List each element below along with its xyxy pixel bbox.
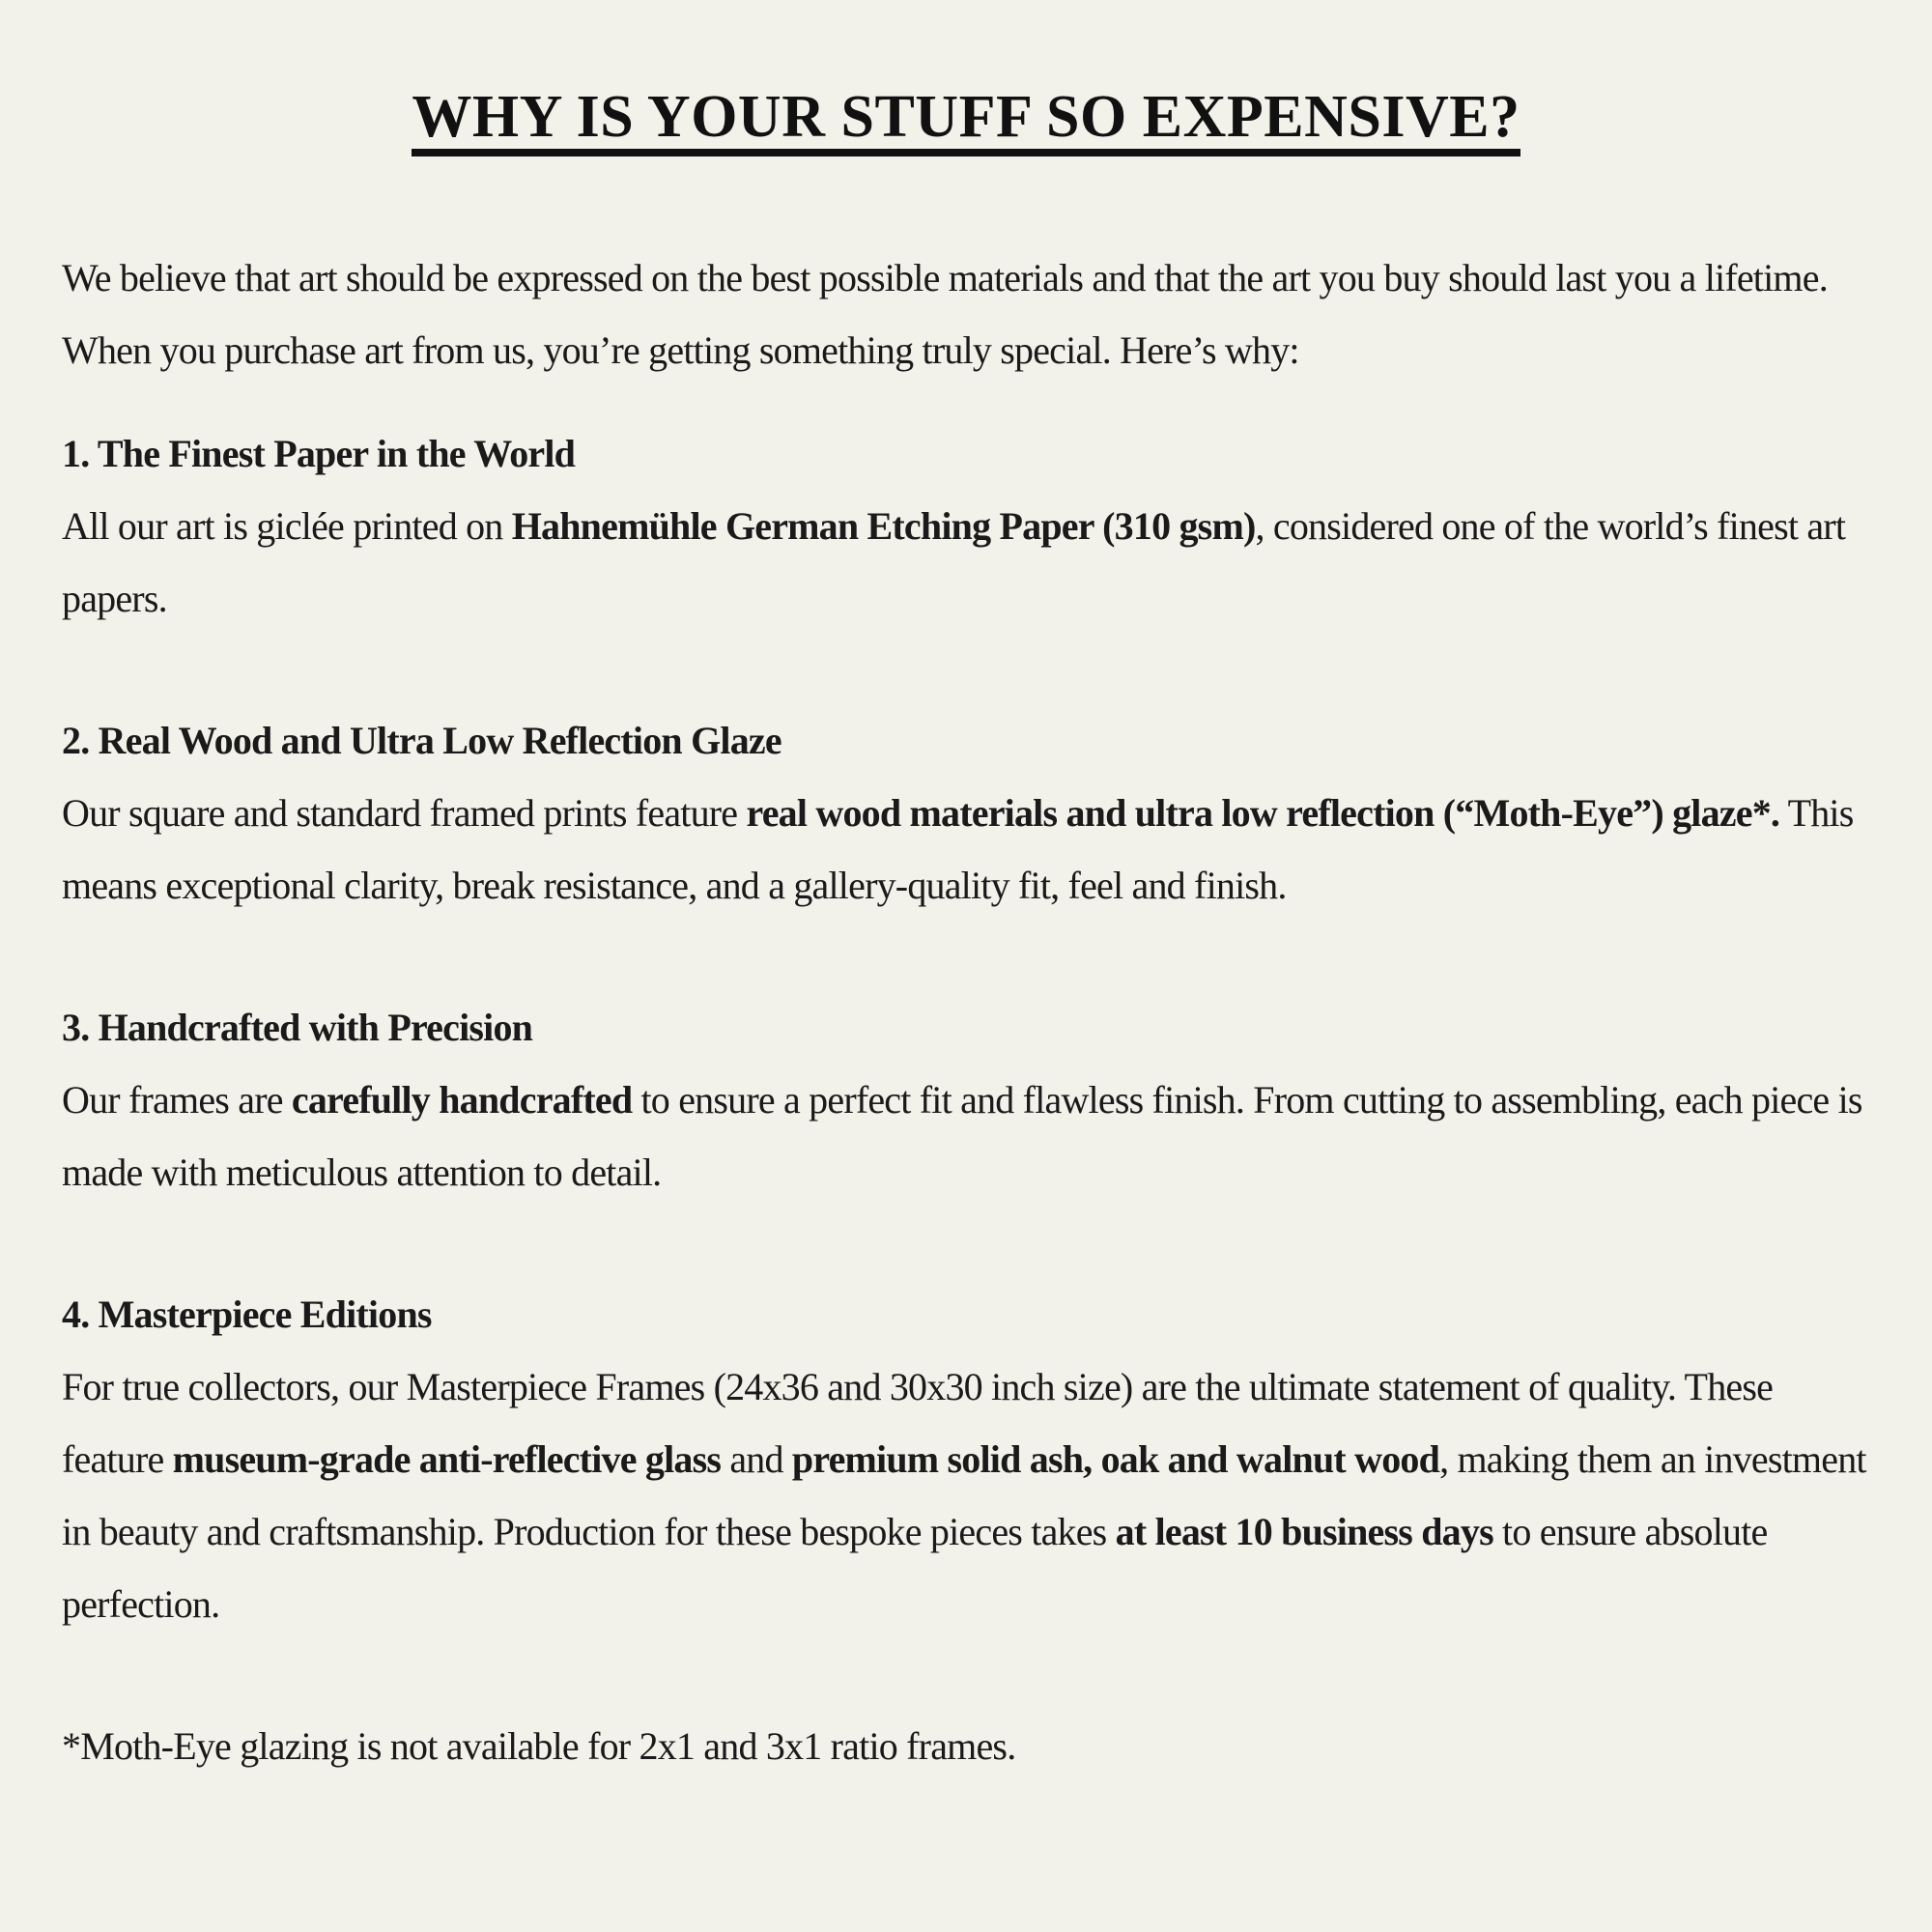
section-heading: 3. Handcrafted with Precision bbox=[62, 1006, 533, 1049]
faq-section-2 bbox=[62, 704, 1870, 922]
page-title bbox=[62, 84, 1870, 156]
text-segment: Our square and standard framed prints feature bbox=[62, 791, 747, 835]
text-segment: For true collectors, our Masterpiece Frames (24x36 and 30x30 inch size) are the ultimate statement of quality. These feature bbox=[62, 1365, 1774, 1481]
bold-text-segment: carefully handcrafted bbox=[291, 1078, 633, 1122]
faq-section-1 bbox=[62, 417, 1870, 635]
section-heading: 2. Real Wood and Ultra Low Reflection Glaze bbox=[62, 719, 781, 762]
text-segment: Our frames are bbox=[62, 1078, 292, 1122]
text-segment: , considered one of the world’s finest art papers. bbox=[62, 504, 1846, 620]
text-segment: to ensure absolute perfection. bbox=[62, 1510, 1768, 1626]
bold-text-segment: Hahnemühle German Etching Paper (310 gsm) bbox=[511, 504, 1256, 548]
footnote: *Moth-Eye glazing is not available for 2x1 and 3x1 ratio frames. bbox=[62, 1724, 1016, 1768]
bold-text-segment: at least 10 business days bbox=[1115, 1510, 1493, 1553]
text-segment: All our art is giclée printed on bbox=[62, 504, 512, 548]
section-heading: 4. Masterpiece Editions bbox=[62, 1293, 432, 1336]
text-segment: , making them an investment in beauty and craftsmanship. Production for these bespoke pieces takes bbox=[62, 1437, 1866, 1553]
bold-text-segment: premium solid ash, oak and walnut wood bbox=[791, 1437, 1440, 1481]
bold-text-segment: museum-grade anti-reflective glass bbox=[172, 1437, 722, 1481]
faq-section-4 bbox=[62, 1278, 1870, 1640]
text-segment: to ensure a perfect fit and flawless finish. From cutting to assembling, each piece is made with meticulous attention to detail. bbox=[62, 1078, 1862, 1194]
text-segment: This means exceptional clarity, break resistance, and a gallery-quality fit, feel and finish. bbox=[62, 791, 1854, 907]
faq-section-3 bbox=[62, 991, 1870, 1208]
section-heading: 1. The Finest Paper in the World bbox=[62, 432, 576, 475]
page-title-text: WHY IS YOUR STUFF SO EXPENSIVE? bbox=[412, 87, 1520, 156]
section-body bbox=[62, 777, 1870, 922]
section-body bbox=[62, 490, 1870, 635]
sections-container bbox=[62, 417, 1870, 1640]
section-body bbox=[62, 1064, 1870, 1208]
intro-paragraph: We believe that art should be expressed on the best possible materials and that the art you buy should last you a lifetime. When you purchase art from us, you’re getting something truly special. Here’s why: bbox=[62, 256, 1828, 372]
text-segment: and bbox=[721, 1437, 792, 1481]
section-body bbox=[62, 1350, 1870, 1640]
bold-text-segment: real wood materials and ultra low reflection (“Moth-Eye”) glaze*. bbox=[746, 791, 1780, 835]
